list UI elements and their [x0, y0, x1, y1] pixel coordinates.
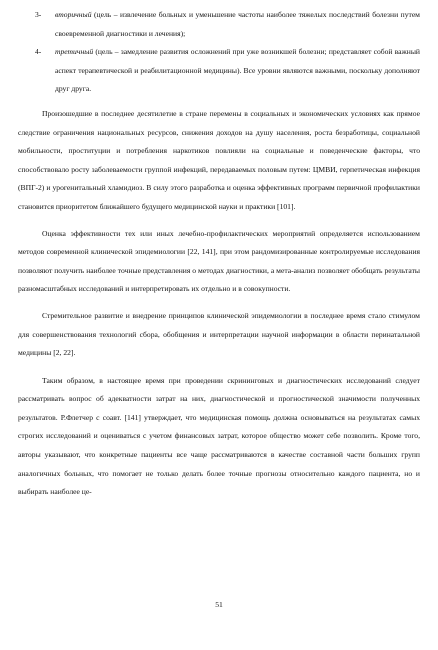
list-description: (цель – извлечение больных и уменьшение частоты наиболее тяжелых последствий болезни путем своевременной диагностики и лечения); — [55, 10, 420, 38]
list-item-text — [55, 6, 420, 43]
list-item — [35, 43, 420, 99]
list-description: (цель – замедление развития осложнений при уже возникшей болезни; представляет собой важный аспект терапевтической и реабилитационной медицины). Все уровни являются важными, поскольку дополняют друг друга. — [55, 47, 420, 94]
body-paragraph: Оценка эффективности тех или иных лечебно-профилактических мероприятий определяется использованием методов современной клинической эпидемиологии [22, 141], при этом рандомизированные контролируемые исследования позволяют получить наиболее точные представления о методах диагностики, а мета-анализ позволяет обобщать результаты разномасштабных исследований и интерпретировать их отдельно и в совокупности. — [18, 228, 420, 294]
body-paragraph: Таким образом, в настоящее время при проведении скрининговых и диагностических исследований следует рассматривать вопрос об адекватности затрат на них, диагностической и прогностической значимости полученных результатов. Р.Флетчер с соавт. [141] утверждает, что медицинская помощь должна основываться на результатах самых строгих исследований и оцениваться с учетом финансовых затрат, которое общество может себе позволить. Кроме того, авторы указывают, что конкретные пациенты все чаще рассматриваются в качестве составной части больших групп аналогичных больных, что помогает не только делать более точные прогнозы относительно каждого пациента, но и выбирать наиболее це- — [18, 375, 420, 497]
list-item — [35, 6, 420, 43]
page-number: 51 — [215, 600, 223, 609]
page-content — [18, 6, 420, 510]
list-item-text — [55, 43, 420, 99]
list-number: 4- — [35, 47, 42, 57]
list-term: третичный — [55, 47, 94, 57]
body-paragraph: Произошедшие в последнее десятилетие в стране перемены в социальных и экономических условиях как прямое следствие ограничения национальных ресурсов, снижения доходов на душу населения, роста безработицы, социальной мобильности, проституции и потребления наркотиков повлияли на социальные и поведенческие факторы, что способствовало росту заболеваемости группой инфекций, передаваемых половым путем: ЦМВИ, герпетическая инфекция (ВПГ-2) и урогенитальный хламидиоз. В силу этого разработка и оценка эффективных программ первичной профилактики становится приоритетом ближайшего будущего медицинской науки и практики [101]. — [18, 108, 420, 211]
list-term: вторичный — [55, 10, 92, 19]
list-number: 3- — [35, 10, 42, 19]
body-paragraph: Стремительное развитие и внедрение принципов клинической эпидемиологии в последнее время стало стимулом для совершенствования технологий сбора, обобщения и интерпретации научной информации в области перинатальной медицины [2, 22]. — [18, 310, 420, 358]
